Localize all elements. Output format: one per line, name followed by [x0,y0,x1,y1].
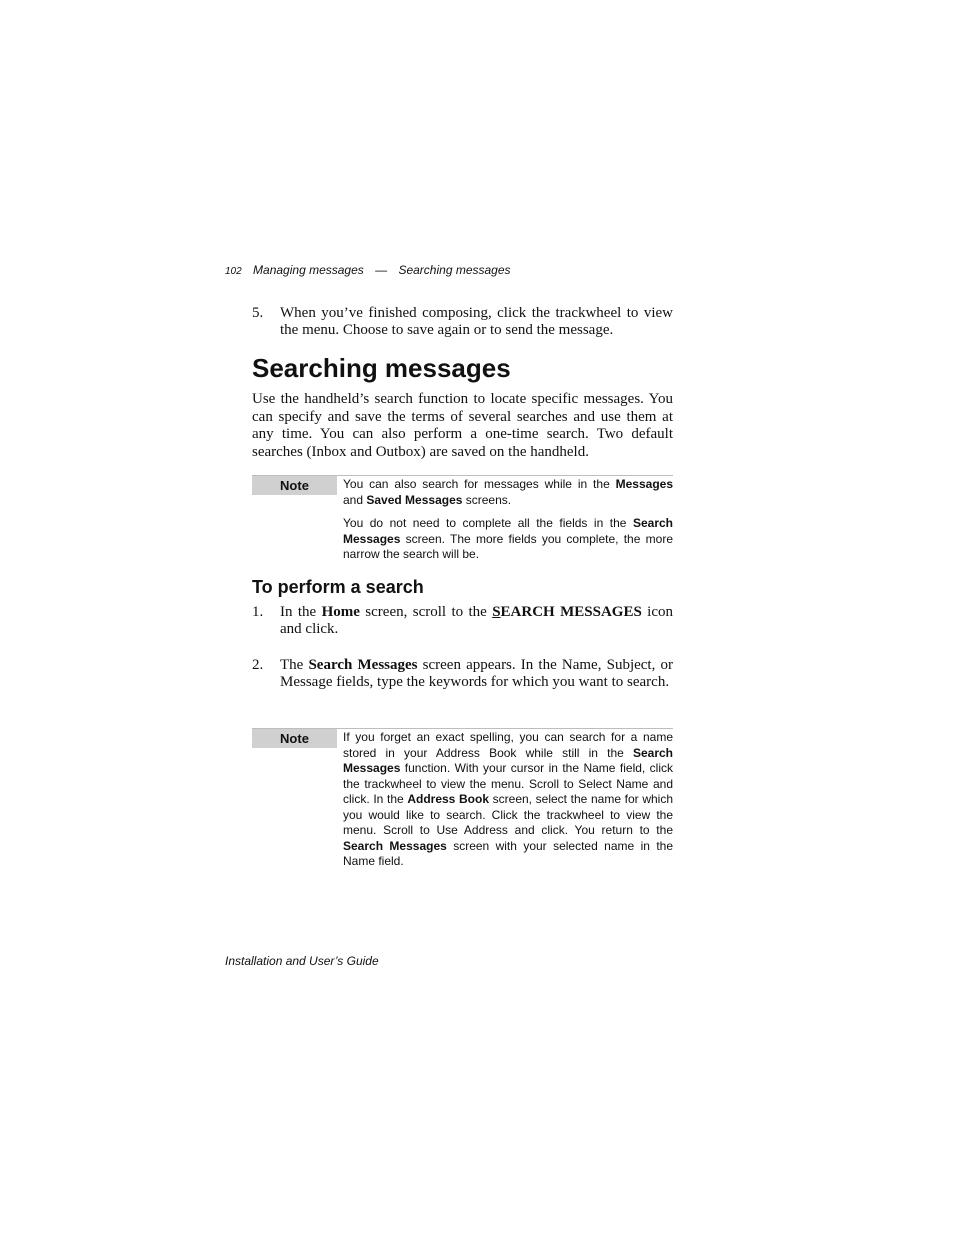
screen-name-search-messages: Search Messages [308,657,418,673]
step-text-part: icon and click. [280,604,674,637]
note-paragraph [343,516,673,563]
note-content [343,729,673,870]
note-bold-term: Messages [615,477,673,491]
step-text [280,657,673,691]
note-text: screens. [462,492,512,507]
step-text [280,604,673,638]
note-label: Note [252,729,337,748]
note-bold-term: Search Messages [343,838,447,853]
step-text: When you’ve finished composing, click the trackwheel to view the menu. Choose to save again or to send the message. [280,305,673,338]
note-text: If you forget an exact spelling, you can search for a name stored in your Address Book while still in the [343,730,673,760]
step-number: 1. [252,604,264,620]
step-text-part: screen appears. In the Name, Subject, or Message fields, type the keywords for which you want to search. [280,657,673,690]
step-number: 5. [252,305,264,321]
note-bold-term: Saved Messages [366,492,463,507]
step-5 [252,305,673,339]
page-number: 102 [225,266,242,277]
note-text: and [343,492,367,507]
header-chapter: Managing messages [253,263,364,277]
note-bold-term: Search Messages [343,516,673,546]
note-label: Note [252,476,337,495]
note-text: screen, select the name for which you would like to search. Click the trackwheel to view the menu. Scroll to Use Address and click. You return to the [343,792,673,837]
step-2 [252,657,673,691]
step-text-part: In the [280,604,322,620]
icon-name-rest: EARCH MESSAGES [500,604,642,620]
step-number: 2. [252,657,264,673]
note-box-1 [252,475,673,563]
note-box-2 [252,728,673,870]
note-bold-term: Search Messages [343,745,673,775]
step-text-part: screen, scroll to the [359,604,493,620]
step-1 [252,604,673,638]
note-bold-term: Address Book [407,792,489,806]
running-header [225,263,511,277]
header-separator: — [375,263,388,277]
subsection-title: To perform a search [252,577,424,597]
note-text: function. With your cursor in the Name field, click the trackwheel to view the menu. Scroll to Select Name and click. In the [343,761,673,806]
section-title: Searching messages [252,353,511,383]
step-text-part: The [280,657,309,673]
note-text: screen. The more fields you complete, the more narrow the search will be. [343,531,673,561]
intro-paragraph: Use the handheld’s search function to locate specific messages. You can specify and save the terms of several searches and use them at any time. You can also perform a one-time search. Two default searches (Inbox and Outbox) are saved on the handheld. [252,391,673,460]
note-paragraph [343,730,673,870]
note-text: You do not need to complete all the fields in the [343,516,633,530]
running-footer: Installation and User’s Guide [225,954,379,968]
note-text: You can also search for messages while in the [343,477,616,491]
header-section: Searching messages [398,263,511,277]
screen-name-home: Home [321,604,360,620]
note-paragraph [343,477,673,508]
note-text: screen with your selected name in the Name field. [343,838,673,868]
icon-name-search-messages [492,604,642,620]
accelerator-letter: S [492,604,501,620]
note-content [343,476,673,563]
